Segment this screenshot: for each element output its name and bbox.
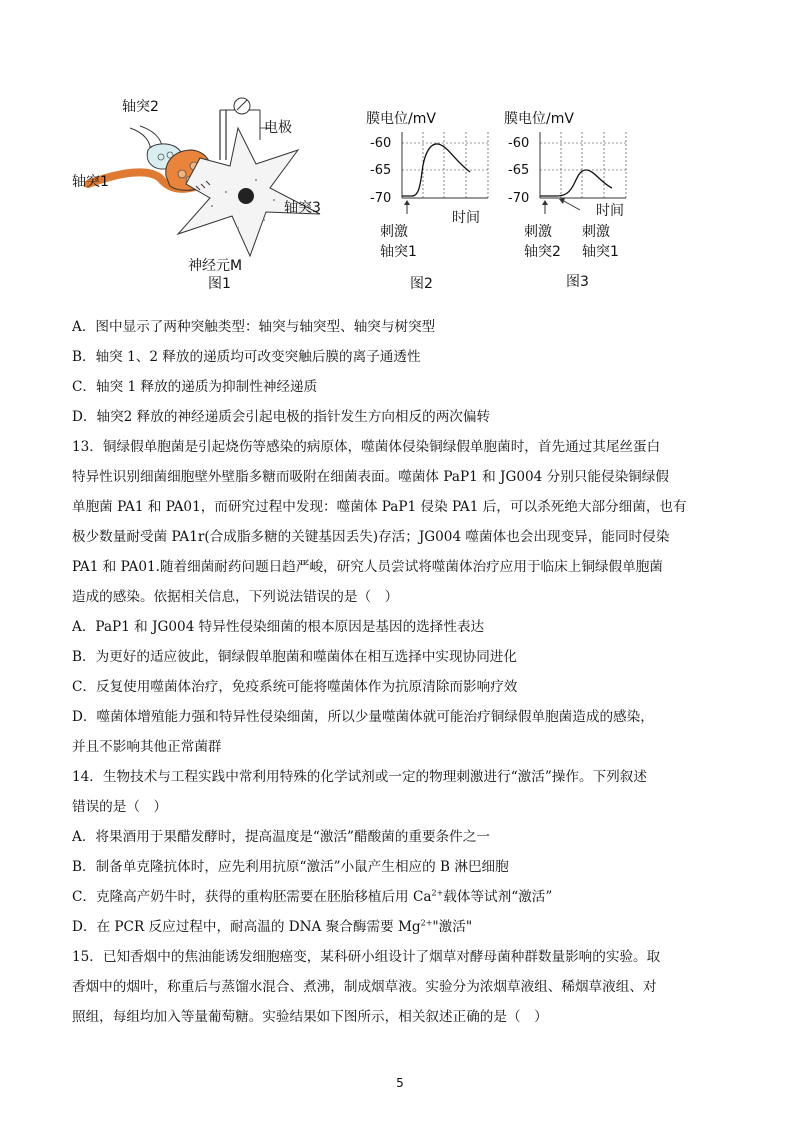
fig3-curve [540,170,612,196]
q13-option-c: C．反复使用噬菌体治疗，免疫系统可能将噬菌体作为抗原清除而影响疗效 [72,679,518,695]
fig3-tick-65: -65 [508,163,530,178]
q15-stem-line: 15．已知香烟中的焦油能诱发细胞癌变，某科研小组设计了烟草对酵母菌种群数量影响的实验。取 [72,949,661,965]
figure-3 [504,110,626,290]
q14-option-c-tail: 载体等试剂“激活” [443,889,553,905]
q13-stem-line: 造成的感染。依据相关信息，下列说法错误的是（ ） [72,589,399,605]
figure-3-caption: 图3 [566,274,589,290]
q13-stem-line: 特异性识别细菌细胞壁外壁脂多糖而吸附在细菌表面。噬菌体 PaP1 和 JG004 分别只能侵染铜绿假 [72,469,669,485]
figure-1 [72,98,321,292]
fig2-tick-60: -60 [370,136,392,151]
figures-svg [60,88,660,298]
fig2-stim-axon-label: 轴突1 [380,244,417,260]
q14-option-c-text: C．克隆高产奶牛时，获得的重构胚需要在胚胎移植后用 Ca [72,889,432,905]
q13-stem-line: 13．铜绿假单胞菌是引起烧伤等感染的病原体，噬菌体侵染铜绿假单胞菌时，首先通过其尾丝蛋白 [72,439,661,455]
fig2-stim-label: 刺激 [380,224,408,240]
q12-option-d: D．轴突2 释放的神经递质会引起电极的指针发生方向相反的两次偏转 [72,409,491,425]
axon1-label: 轴突1 [72,174,109,190]
electrode-label: 电极 [264,120,292,136]
q13-option-d: D．噬菌体增殖能力强和特异性侵染细菌，所以少量噬菌体就可能治疗铜绿假单胞菌造成的感染， [72,709,654,725]
q14-option-a: A．将果酒用于果醋发酵时，提高温度是“激活”醋酸菌的重要条件之一 [72,829,490,845]
q12-option-c: C．轴突 1 释放的递质为抑制性神经递质 [72,379,318,395]
q14-option-d [72,912,728,942]
page-number: 5 [396,1076,404,1090]
q14-option-c [72,882,728,912]
q12-option-a: A．图中显示了两种突触类型：轴突与轴突型、轴突与树突型 [72,319,436,335]
fig2-tick-65: -65 [370,163,392,178]
q14-option-c-sup: 2+ [431,888,444,898]
figure-2 [366,110,488,292]
fig3-tick-60: -60 [508,136,530,151]
q13-option-a: A．PaP1 和 JG004 特异性侵染细菌的根本原因是基因的选择性表达 [72,619,485,635]
fig2-xlabel: 时间 [452,210,480,226]
q13-stem-line: PA1 和 PA01.随着细菌耐药问题日趋严峻，研究人员尝试将噬菌体治疗应用于临床上铜绿假单胞菌 [72,559,663,575]
q13-option-b: B．为更好的适应彼此，铜绿假单胞菌和噬菌体在相互选择中实现协同进化 [72,649,517,665]
q13-option-d-cont: 并且不影响其他正常菌群 [72,739,222,755]
fig3-xlabel: 时间 [596,203,624,219]
q14-option-d-sup: 2+ [420,918,433,928]
axon2-label: 轴突2 [122,99,159,115]
q13-stem-line: 单胞菌 PA1 和 PA01，而研究过程中发现：噬菌体 PaP1 侵染 PA1 后，可以杀死绝大部分细菌，也有 [72,499,687,515]
galvanometer-icon [234,98,250,114]
q14-stem-line: 14．生物技术与工程实践中常利用特殊的化学试剂或一定的物理刺激进行“激活”操作。下列叙述 [72,769,647,785]
q14-option-d-text: D．在 PCR 反应过程中，耐高温的 DNA 聚合酶需要 Mg [72,919,421,935]
q14-option-d-tail: "激活" [432,919,473,935]
figures-area [60,88,660,298]
figure-1-caption: 图1 [208,276,231,292]
q14-stem-line: 错误的是（ ） [72,799,168,815]
question-content [72,312,728,1032]
q15-stem-line: 香烟中的烟叶，称重后与蒸馏水混合、煮沸，制成烟草液。实验分为浓烟草液组、稀烟草液组、对 [72,979,657,995]
nucleus [238,188,254,204]
fig3-stim-a-axon-label: 轴突2 [524,244,561,260]
q13-stem-line: 极少数量耐受菌 PA1r(合成脂多糖的关键基因丢失)存活；JG004 噬菌体也会出现变异，能同时侵染 [72,529,670,545]
fig3-tick-70: -70 [508,191,530,206]
q15-stem-line: 照组，每组均加入等量葡萄糖。实验结果如下图所示，相关叙述正确的是（ ） [72,1009,548,1025]
figure-2-caption: 图2 [410,276,433,292]
neuron-m-label: 神经元M [188,258,243,274]
fig3-ylabel: 膜电位/mV [504,111,574,127]
fig3-stim-b-axon-label: 轴突1 [582,244,619,260]
axon3-label: 轴突3 [284,200,321,216]
fig2-ylabel: 膜电位/mV [366,111,436,127]
fig3-stim-b-label: 刺激 [582,224,610,240]
q12-option-b: B．轴突 1、2 释放的递质均可改变突触后膜的离子通透性 [72,349,421,365]
fig3-stim-a-label: 刺激 [524,224,552,240]
q14-option-b: B．制备单克隆抗体时，应先利用抗原“激活”小鼠产生相应的 B 淋巴细胞 [72,859,509,875]
fig2-tick-70: -70 [370,191,392,206]
